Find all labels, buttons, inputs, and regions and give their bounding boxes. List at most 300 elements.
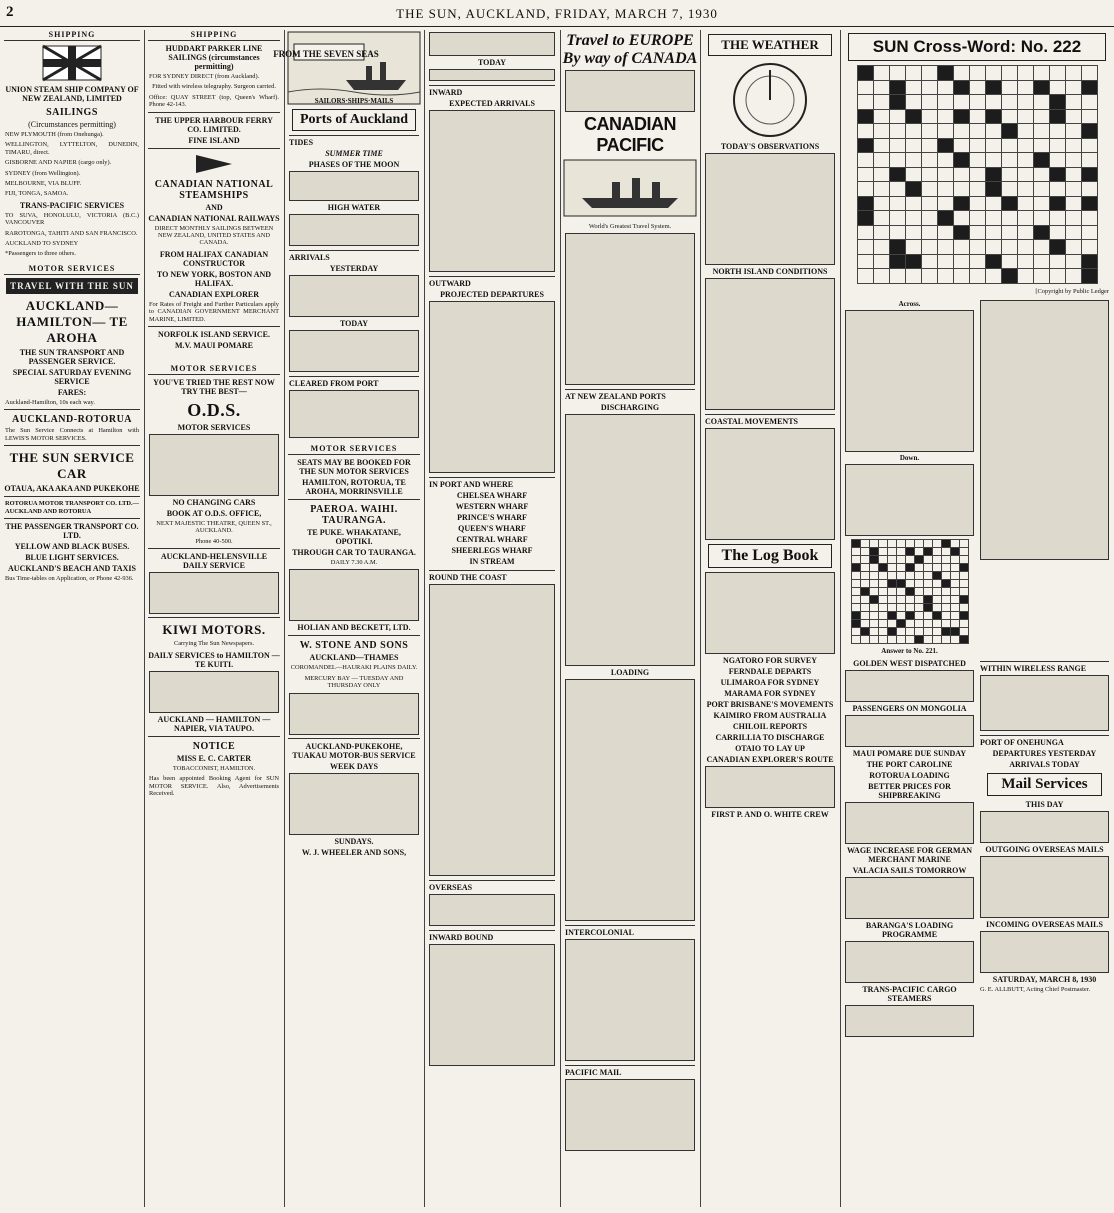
crossword-cell[interactable] (857, 225, 873, 240)
crossword-cell[interactable] (953, 167, 969, 182)
crossword-cell (950, 635, 959, 643)
crossword-cell[interactable] (873, 95, 889, 110)
crossword-cell[interactable] (1017, 109, 1033, 124)
crossword-cell[interactable] (921, 66, 937, 81)
crossword-cell[interactable] (889, 80, 905, 95)
crossword-cell[interactable] (1017, 124, 1033, 139)
crossword-cell[interactable] (953, 109, 969, 124)
crossword-cell[interactable] (921, 167, 937, 182)
crossword-cell[interactable] (1033, 182, 1049, 197)
crossword-cell[interactable] (1081, 196, 1097, 211)
crossword-cell[interactable] (953, 240, 969, 255)
travel-sun-banner: TRAVEL WITH THE SUN (6, 278, 138, 294)
crossword-cell[interactable] (1081, 211, 1097, 226)
crossword-cell[interactable] (1081, 95, 1097, 110)
crossword-cell[interactable] (985, 80, 1001, 95)
crossword-cell[interactable] (889, 269, 905, 284)
crossword-cell[interactable] (1033, 153, 1049, 168)
coastal-movements-text (705, 428, 835, 540)
crossword-cell[interactable] (921, 80, 937, 95)
crossword-cell[interactable] (969, 80, 985, 95)
crossword-cell[interactable] (1049, 225, 1065, 240)
crossword-cell (860, 555, 869, 563)
crossword-cell[interactable] (857, 240, 873, 255)
crossword-cell[interactable] (1033, 109, 1049, 124)
crossword-cell (887, 635, 896, 643)
mercury: MERCURY BAY — TUESDAY AND THURSDAY ONLY (304, 674, 404, 690)
crossword-cell[interactable] (1065, 254, 1081, 269)
crossword-cell[interactable] (1081, 109, 1097, 124)
kiwi-timetable (149, 671, 279, 713)
crossword-cell[interactable] (921, 109, 937, 124)
crossword-cell[interactable] (937, 182, 953, 197)
crossword-cell[interactable] (1001, 124, 1017, 139)
crossword-cell[interactable] (873, 254, 889, 269)
crossword-cell[interactable] (985, 138, 1001, 153)
crossword-cell[interactable] (1049, 269, 1065, 284)
round-coast-text (429, 584, 555, 876)
crossword-cell (959, 611, 968, 619)
crossword-cell[interactable] (937, 196, 953, 211)
sailing-line: RAROTONGA, TAHITI AND SAN FRANCISCO. (5, 229, 138, 237)
crossword-cell[interactable] (1017, 196, 1033, 211)
liner-illustration (562, 158, 698, 218)
wharf-heading: QUEEN'S WHARF (458, 524, 526, 533)
crossword-cell[interactable] (1049, 196, 1065, 211)
napier-heading: AUCKLAND — HAMILTON — NAPIER, VIA TAUPO. (157, 714, 271, 733)
crossword-cell[interactable] (1065, 124, 1081, 139)
fine-island-heading: FINE ISLAND (188, 135, 240, 145)
crossword-cell[interactable] (953, 269, 969, 284)
crossword-cell[interactable] (969, 167, 985, 182)
crossword-cell[interactable] (873, 153, 889, 168)
crossword-cell[interactable] (1049, 211, 1065, 226)
crossword-cell[interactable] (1081, 66, 1097, 81)
crossword-cell[interactable] (889, 182, 905, 197)
crossword-cell[interactable] (873, 138, 889, 153)
loading-heading: LOADING (610, 668, 650, 678)
intercolonial-heading: INTERCOLONIAL (565, 925, 695, 937)
crossword-cell[interactable] (937, 211, 953, 226)
crossword-cell[interactable] (921, 240, 937, 255)
crossword-cell[interactable] (1065, 240, 1081, 255)
crossword-cell[interactable] (1001, 167, 1017, 182)
crossword-cell[interactable] (937, 254, 953, 269)
crossword-cell (950, 619, 959, 627)
crossword-cell[interactable] (1049, 138, 1065, 153)
crossword-cell[interactable] (857, 182, 873, 197)
page-number: 2 (6, 4, 14, 20)
news-text (845, 670, 974, 702)
arr-today: ARRIVALS TODAY (1009, 759, 1080, 769)
crossword-cell[interactable] (953, 153, 969, 168)
crossword-cell[interactable] (969, 109, 985, 124)
crossword-cell (950, 603, 959, 611)
down-clues (845, 464, 974, 536)
crossword-cell (869, 619, 878, 627)
crossword-cell (959, 579, 968, 587)
pacific-mail-heading: PACIFIC MAIL (565, 1065, 695, 1077)
crossword-cell[interactable] (1049, 95, 1065, 110)
crossword-cell[interactable] (1033, 240, 1049, 255)
crossword-cell (941, 587, 950, 595)
crossword-cell[interactable] (1049, 66, 1065, 81)
crossword-cell[interactable] (1065, 269, 1081, 284)
crossword-cell[interactable] (889, 211, 905, 226)
ods-heading: O.D.S. (187, 400, 241, 421)
crossword-cell[interactable] (1033, 167, 1049, 182)
crossword-cell[interactable] (873, 167, 889, 182)
crossword-cell[interactable] (1001, 153, 1017, 168)
crossword-cell[interactable] (1033, 80, 1049, 95)
crossword-cell[interactable] (953, 182, 969, 197)
crossword-cell[interactable] (953, 95, 969, 110)
crossword-cell[interactable] (1017, 254, 1033, 269)
crossword-cell (860, 595, 869, 603)
crossword-cell[interactable] (905, 167, 921, 182)
crossword-cell[interactable] (921, 153, 937, 168)
crossword-cell[interactable] (937, 109, 953, 124)
crossword-cell[interactable] (985, 211, 1001, 226)
crossword-cell[interactable] (1001, 182, 1017, 197)
crossword-cell[interactable] (905, 196, 921, 211)
crossword-cell[interactable] (985, 182, 1001, 197)
crossword-cell[interactable] (937, 95, 953, 110)
crossword-cell[interactable] (1049, 124, 1065, 139)
crossword-cell[interactable] (937, 269, 953, 284)
crossword-cell[interactable] (969, 153, 985, 168)
crossword-cell[interactable] (1033, 211, 1049, 226)
crossword-cell[interactable] (953, 138, 969, 153)
crossword-cell[interactable] (969, 66, 985, 81)
crossword-cell[interactable] (985, 153, 1001, 168)
crossword-cell[interactable] (889, 167, 905, 182)
crossword-cell[interactable] (937, 80, 953, 95)
stone-heading: W. STONE AND SONS (299, 640, 409, 652)
crossword-cell[interactable] (953, 124, 969, 139)
crossword-cell[interactable] (1081, 254, 1097, 269)
crossword-grid[interactable] (857, 65, 1098, 284)
crossword-cell[interactable] (905, 66, 921, 81)
crossword-cell[interactable] (1017, 167, 1033, 182)
crossword-cell[interactable] (921, 138, 937, 153)
hamilton-sub: THE SUN TRANSPORT AND PASSENGER SERVICE. (19, 347, 125, 366)
crossword-cell[interactable] (985, 167, 1001, 182)
crossword-cell[interactable] (1081, 124, 1097, 139)
crossword-cell (905, 611, 914, 619)
crossword-cell[interactable] (905, 254, 921, 269)
crossword-cell[interactable] (1033, 66, 1049, 81)
page-title: THE SUN, AUCKLAND, FRIDAY, MARCH 7, 1930 (396, 6, 718, 21)
crossword-cell (887, 571, 896, 579)
crossword-cell (959, 627, 968, 635)
book-at: BOOK AT O.D.S. OFFICE, (166, 509, 262, 519)
crossword-cell[interactable] (953, 225, 969, 240)
crossword-cell[interactable] (905, 225, 921, 240)
crossword-cell[interactable] (1065, 182, 1081, 197)
crossword-cell[interactable] (921, 269, 937, 284)
crossword-cell[interactable] (1081, 240, 1097, 255)
crossword-cell[interactable] (1049, 153, 1065, 168)
mail-services-heading: Mail Services (987, 773, 1102, 796)
crossword-cell[interactable] (873, 240, 889, 255)
crossword-cell[interactable] (969, 254, 985, 269)
crossword-cell (851, 587, 860, 595)
crossword-cell[interactable] (985, 95, 1001, 110)
crossword-cell[interactable] (889, 196, 905, 211)
crossword-cell (860, 579, 869, 587)
crossword-cell[interactable] (1017, 225, 1033, 240)
crossword-cell[interactable] (1001, 80, 1017, 95)
crossword-cell (860, 635, 869, 643)
crossword-cell[interactable] (873, 109, 889, 124)
crossword-cell[interactable] (905, 138, 921, 153)
crossword-cell[interactable] (1065, 66, 1081, 81)
crossword-cell[interactable] (1017, 153, 1033, 168)
crossword-cell[interactable] (873, 225, 889, 240)
crossword-cell[interactable] (969, 269, 985, 284)
crossword-cell[interactable] (1081, 225, 1097, 240)
crossword-cell[interactable] (1081, 167, 1097, 182)
crossword-cell[interactable] (953, 211, 969, 226)
crossword-cell[interactable] (953, 196, 969, 211)
travel-europe-heading: Travel to EUROPE By way of CANADA (562, 32, 698, 67)
crossword-cell[interactable] (1017, 138, 1033, 153)
crossword-cell[interactable] (937, 167, 953, 182)
crossword-cell[interactable] (1081, 269, 1097, 284)
crossword-cell[interactable] (857, 269, 873, 284)
crossword-cell[interactable] (905, 269, 921, 284)
crossword-cell[interactable] (1017, 182, 1033, 197)
crossword-cell[interactable] (985, 66, 1001, 81)
crossword-cell[interactable] (937, 225, 953, 240)
crossword-cell[interactable] (1017, 80, 1033, 95)
crossword-cell[interactable] (1065, 196, 1081, 211)
crossword-cell[interactable] (985, 196, 1001, 211)
crossword-cell[interactable] (857, 80, 873, 95)
crossword-cell[interactable] (1033, 269, 1049, 284)
crossword-cell[interactable] (1065, 80, 1081, 95)
crossword-cell[interactable] (1065, 138, 1081, 153)
crossword-cell[interactable] (921, 95, 937, 110)
crossword-cell (896, 619, 905, 627)
crossword-cell[interactable] (873, 80, 889, 95)
crossword-cell[interactable] (905, 211, 921, 226)
pennant-icon (194, 153, 234, 175)
moon-table (289, 171, 419, 201)
dep-yesterday: DEPARTURES YESTERDAY (992, 748, 1097, 758)
crossword-cell[interactable] (889, 95, 905, 110)
crossword-cell[interactable] (1049, 109, 1065, 124)
north-island-heading: NORTH ISLAND CONDITIONS (712, 267, 828, 276)
crossword-cell[interactable] (1017, 269, 1033, 284)
crossword-cell[interactable] (953, 80, 969, 95)
crossword-cell[interactable] (1049, 254, 1065, 269)
crossword-cell[interactable] (873, 124, 889, 139)
crossword-cell[interactable] (857, 138, 873, 153)
crossword-cell[interactable] (969, 138, 985, 153)
crossword-cell[interactable] (1065, 95, 1081, 110)
log-heading: CHILOIL REPORTS (732, 722, 808, 731)
crossword-cell[interactable] (1001, 225, 1017, 240)
crossword-cell[interactable] (1033, 196, 1049, 211)
crossword-cell (950, 579, 959, 587)
crossword-cell[interactable] (969, 95, 985, 110)
crossword-cell[interactable] (1081, 80, 1097, 95)
crossword-cell (878, 611, 887, 619)
crossword-cell[interactable] (921, 196, 937, 211)
crossword-cell (878, 539, 887, 547)
crossword-cell (959, 595, 968, 603)
crossword-cell (905, 547, 914, 555)
crossword-cell[interactable] (905, 109, 921, 124)
crossword-cell[interactable] (905, 153, 921, 168)
crossword-cell[interactable] (1033, 254, 1049, 269)
news-heading: GOLDEN WEST DISPATCHED (853, 658, 966, 668)
crossword-cell[interactable] (1001, 240, 1017, 255)
crossword-cell[interactable] (873, 211, 889, 226)
crossword-cell[interactable] (1065, 167, 1081, 182)
wharf-heading: IN STREAM (469, 557, 515, 566)
crossword-cell[interactable] (873, 66, 889, 81)
crossword-cell[interactable] (1001, 95, 1017, 110)
crossword-cell[interactable] (1001, 109, 1017, 124)
crossword-cell[interactable] (889, 153, 905, 168)
crossword-cell (914, 611, 923, 619)
crossword-cell[interactable] (969, 211, 985, 226)
crossword-cell[interactable] (1033, 225, 1049, 240)
crossword-cell[interactable] (889, 66, 905, 81)
crossword-cell[interactable] (857, 124, 873, 139)
crossword-cell[interactable] (873, 196, 889, 211)
crossword-cell[interactable] (905, 240, 921, 255)
crossword-cell[interactable] (953, 254, 969, 269)
crossword-cell[interactable] (1065, 211, 1081, 226)
crossword-cell[interactable] (1049, 182, 1065, 197)
inward-bound-heading: INWARD BOUND (429, 930, 555, 942)
crossword-cell[interactable] (1049, 167, 1065, 182)
crossword-cell[interactable] (1001, 138, 1017, 153)
halifax-heading: FROM HALIFAX CANADIAN CONSTRUCTOR (159, 249, 269, 268)
column-canadian-pacific (562, 30, 698, 1207)
crossword-cell[interactable] (873, 269, 889, 284)
crossword-cell[interactable] (1081, 138, 1097, 153)
crossword-cell[interactable] (985, 124, 1001, 139)
crossword-cell[interactable] (857, 167, 873, 182)
crossword-cell[interactable] (985, 225, 1001, 240)
crossword-cell[interactable] (1065, 153, 1081, 168)
crossword-cell[interactable] (905, 182, 921, 197)
crossword-cell[interactable] (1065, 225, 1081, 240)
overseas-text (429, 894, 555, 926)
crossword-cell[interactable] (905, 95, 921, 110)
crossword-cell[interactable] (1049, 80, 1065, 95)
crossword-cell[interactable] (857, 153, 873, 168)
crossword-cell[interactable] (921, 225, 937, 240)
crossword-cell[interactable] (1033, 138, 1049, 153)
crossword-cell[interactable] (985, 254, 1001, 269)
crossword-cell[interactable] (889, 138, 905, 153)
passenger-transport-heading: THE PASSENGER TRANSPORT CO. LTD. (5, 521, 139, 540)
crossword-cell[interactable] (889, 254, 905, 269)
crossword-cell[interactable] (1033, 95, 1049, 110)
crossword-cell[interactable] (873, 182, 889, 197)
crossword-cell[interactable] (905, 124, 921, 139)
crossword-cell (959, 619, 968, 627)
crossword-cell[interactable] (857, 211, 873, 226)
crossword-cell[interactable] (921, 211, 937, 226)
crossword-cell[interactable] (937, 138, 953, 153)
crossword-cell[interactable] (1081, 153, 1097, 168)
crossword-cell (959, 563, 968, 571)
crossword-cell[interactable] (969, 196, 985, 211)
crossword-cell[interactable] (889, 225, 905, 240)
crossword-cell (878, 587, 887, 595)
crossword-cell[interactable] (985, 109, 1001, 124)
crossword-cell (869, 571, 878, 579)
sailing-line: TO SUVA, HONOLULU, VICTORIA (B.C.) VANCOUVER (5, 211, 139, 227)
crossword-cell (860, 547, 869, 555)
observations-text (705, 153, 835, 265)
news-heading: BARANGA'S LOADING PROGRAMME (865, 920, 954, 939)
crossword-cell[interactable] (857, 95, 873, 110)
crossword-cell[interactable] (1081, 182, 1097, 197)
crossword-cell[interactable] (1033, 124, 1049, 139)
crossword-cell[interactable] (969, 225, 985, 240)
crossword-cell[interactable] (969, 124, 985, 139)
crossword-cell[interactable] (889, 109, 905, 124)
crossword-cell[interactable] (1049, 240, 1065, 255)
crossword-cell[interactable] (1001, 66, 1017, 81)
crossword-cell[interactable] (1017, 211, 1033, 226)
crossword-cell[interactable] (921, 182, 937, 197)
crossword-cell[interactable] (1017, 66, 1033, 81)
crossword-cell[interactable] (857, 196, 873, 211)
crossword-cell[interactable] (937, 66, 953, 81)
crossword-cell[interactable] (953, 66, 969, 81)
crossword-cell[interactable] (857, 254, 873, 269)
crossword-cell[interactable] (921, 124, 937, 139)
crossword-cell[interactable] (1001, 211, 1017, 226)
crossword-cell[interactable] (1017, 95, 1033, 110)
crossword-cell[interactable] (985, 269, 1001, 284)
crossword-cell[interactable] (985, 240, 1001, 255)
crossword-cell[interactable] (969, 182, 985, 197)
crossword-cell[interactable] (889, 240, 905, 255)
crossword-cell[interactable] (1065, 109, 1081, 124)
crossword-cell[interactable] (937, 153, 953, 168)
crossword-cell[interactable] (905, 80, 921, 95)
crossword-cell[interactable] (857, 109, 873, 124)
crossword-cell (851, 563, 860, 571)
crossword-cell[interactable] (1017, 240, 1033, 255)
crossword-cell (932, 539, 941, 547)
crossword-cell[interactable] (969, 240, 985, 255)
crossword-cell[interactable] (937, 240, 953, 255)
crossword-cell[interactable] (937, 124, 953, 139)
crossword-cell (932, 627, 941, 635)
column-rule (840, 30, 841, 1207)
news-heading: WAGE INCREASE FOR GERMAN MERCHANT MARINE (846, 845, 973, 864)
crossword-cell[interactable] (1001, 254, 1017, 269)
crossword-cell[interactable] (857, 66, 873, 81)
sailing-line: AUCKLAND TO SYDNEY (5, 240, 79, 248)
crossword-cell[interactable] (921, 254, 937, 269)
crossword-cell[interactable] (1001, 269, 1017, 284)
column-rule (424, 30, 425, 1207)
crossword-cell[interactable] (1001, 196, 1017, 211)
crossword-cell[interactable] (889, 124, 905, 139)
